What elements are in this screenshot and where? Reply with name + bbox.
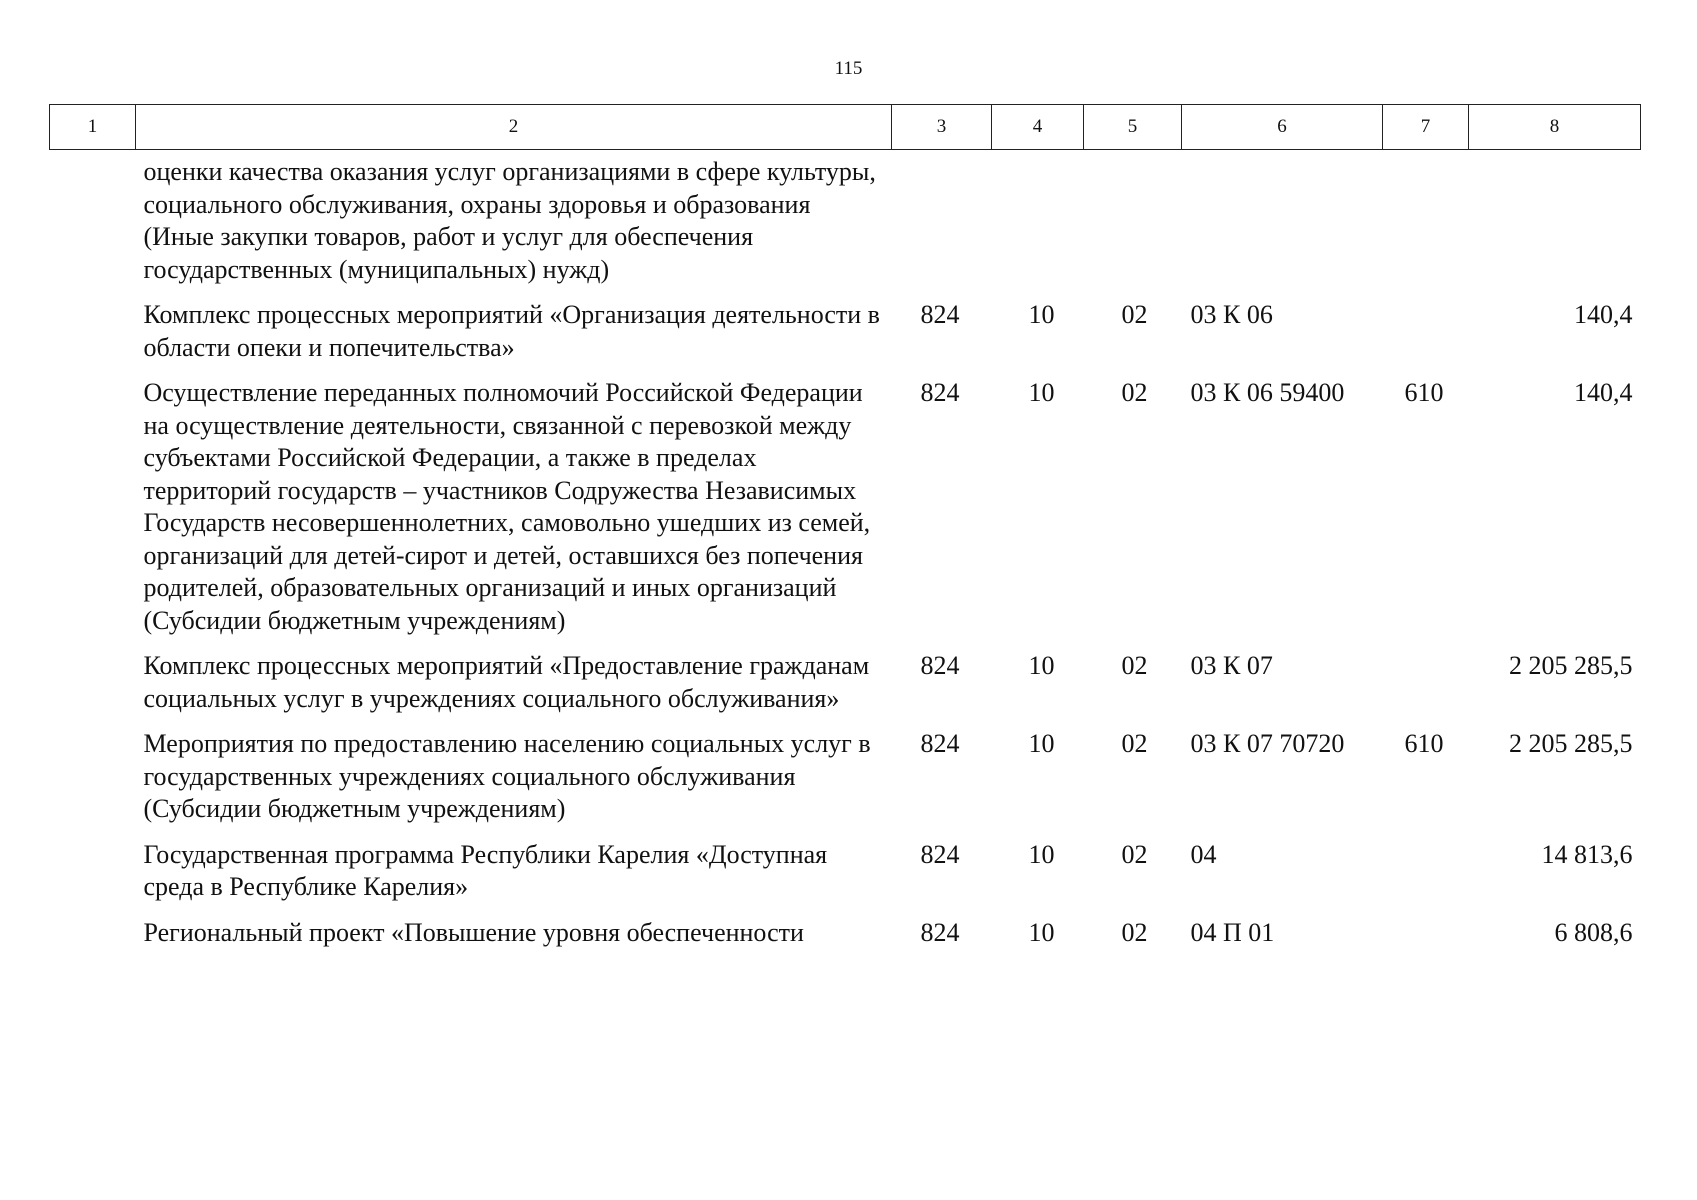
table-body — [50, 150, 1641, 950]
row-subsection-code — [1084, 150, 1182, 287]
page-number: 115 — [834, 58, 863, 79]
row-target-code: 04 П 01 — [1190, 917, 1275, 947]
row-expense-type — [1383, 150, 1469, 287]
row-ministry-code: 824 — [920, 729, 960, 758]
table-row — [50, 150, 1641, 287]
header-col-6: 6 — [1182, 105, 1383, 150]
row-ministry-code — [892, 150, 992, 287]
row-target-code: 04 — [1190, 839, 1217, 869]
row-name: оценки качества оказания услуг организациями в сфере культуры, социального обслуживания, охраны здоровья и образования (Иные закупки товаров, работ и услуг для обеспечения государственных (муниципальных) нужд) — [143, 157, 876, 284]
table-row — [50, 904, 1641, 950]
table-row — [50, 286, 1641, 364]
header-col-4: 4 — [992, 105, 1084, 150]
header-row — [50, 105, 1641, 150]
row-amount: 2 205 285,5 — [1509, 729, 1633, 758]
row-subsection-code: 02 — [1121, 729, 1148, 758]
header-col-8: 8 — [1469, 105, 1641, 150]
row-section-code: 10 — [1028, 839, 1055, 869]
row-section-code — [992, 150, 1084, 287]
row-expense-type — [1383, 637, 1469, 715]
table-row — [50, 826, 1641, 904]
row-ministry-code: 824 — [920, 378, 960, 407]
row-amount: 140,4 — [1574, 300, 1633, 329]
row-target-code: 03 К 06 — [1190, 300, 1273, 329]
table-row — [50, 364, 1641, 637]
header-col-2: 2 — [136, 105, 892, 150]
header-col-5: 5 — [1084, 105, 1182, 150]
row-target-code: 03 К 06 59400 — [1190, 378, 1345, 407]
row-amount: 2 205 285,5 — [1509, 651, 1633, 680]
row-target-code: 03 К 07 70720 — [1190, 729, 1345, 758]
row-subsection-code: 02 — [1121, 378, 1148, 407]
row-name: Осуществление переданных полномочий Российской Федерации на осуществление деятельности, связанной с перевозкой между субъектами Российской Федерации, а также в пределах территорий государств – участников Содружества Независимых Государств несовершеннолетних, самовольно ушедших из семей, организаций для детей-сирот и детей, оставшихся без попечения родителей, образовательных организаций и иных организаций (Субсидии бюджетным учреждениям) — [143, 378, 871, 635]
header-col-1: 1 — [50, 105, 136, 150]
row-ministry-code: 824 — [920, 917, 960, 947]
row-target-code: 03 К 07 — [1190, 651, 1273, 680]
row-ministry-code: 824 — [920, 651, 960, 680]
row-section-code: 10 — [1028, 300, 1055, 329]
row-amount: 140,4 — [1574, 378, 1633, 407]
row-subsection-code: 02 — [1121, 300, 1148, 329]
header-col-7: 7 — [1383, 105, 1469, 150]
row-name: Государственная программа Республики Карелия «Доступная среда в Республике Карелия» — [143, 839, 828, 901]
budget-table — [49, 104, 1641, 949]
row-ministry-code: 824 — [920, 300, 960, 329]
table-row — [50, 637, 1641, 715]
header-col-3: 3 — [892, 105, 992, 150]
row-expense-type — [1383, 286, 1469, 364]
row-subsection-code: 02 — [1121, 917, 1148, 947]
row-name: Мероприятия по предоставлению населению социальных услуг в государственных учреждениях социального обслуживания (Субсидии бюджетным учреждениям) — [143, 729, 871, 823]
row-section-code: 10 — [1028, 729, 1055, 758]
row-expense-type — [1383, 826, 1469, 904]
row-subsection-code: 02 — [1121, 651, 1148, 680]
row-section-code: 10 — [1028, 378, 1055, 407]
row-name: Региональный проект «Повышение уровня обеспеченности — [143, 917, 804, 947]
row-expense-type: 610 — [1404, 378, 1444, 407]
row-expense-type — [1383, 904, 1469, 950]
row-subsection-code: 02 — [1121, 839, 1148, 869]
row-target-code — [1182, 150, 1383, 287]
row-amount: 6 808,6 — [1554, 917, 1633, 947]
row-section-code: 10 — [1028, 917, 1055, 947]
table-header — [50, 105, 1641, 150]
row-expense-type: 610 — [1404, 729, 1444, 758]
row-name: Комплекс процессных мероприятий «Организация деятельности в области опеки и попечительства» — [143, 300, 880, 362]
table-row — [50, 715, 1641, 826]
row-ministry-code: 824 — [920, 839, 960, 869]
row-name: Комплекс процессных мероприятий «Предоставление гражданам социальных услуг в учреждениях социального обслуживания» — [143, 651, 870, 713]
row-amount — [1469, 150, 1641, 287]
row-amount: 14 813,6 — [1541, 839, 1633, 869]
row-section-code: 10 — [1028, 651, 1055, 680]
